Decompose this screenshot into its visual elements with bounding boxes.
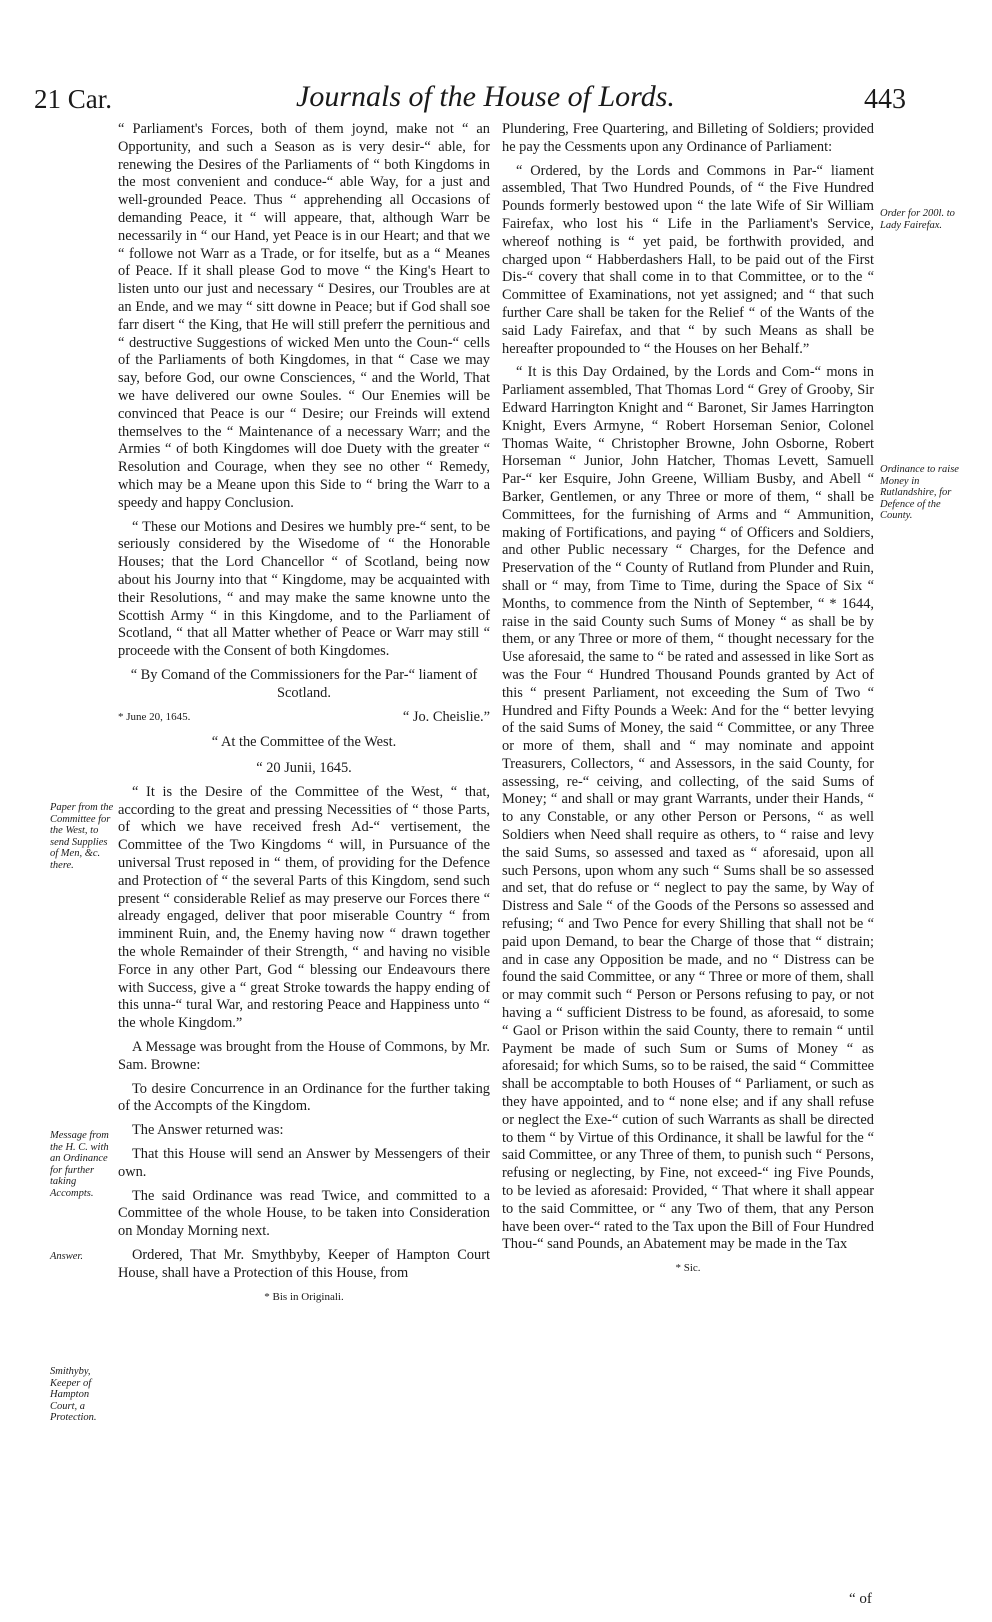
margin-note-message: Message from the H. C. with an Ordinance for further taking Accompts. — [50, 1130, 109, 1199]
scots-paper-text: “ Parliament's Forces, both of them joynd, make not “ an Opportunity, and such a Season as is very desir-“ able, for renewing the Desires of the Parliaments of “ both Kingdoms in the most convenient and conduce-“ able Way, for a just and well-grounded Peace. Thus “ apprehending all Occasions of demanding Peace, it “ will appeare, that, although Warr be necessarily in “ our Hand, yet Peace is in our Heart; and that we “ followe not Warr as a Trade, or for itselfe, but as a “ Meanes of Peace. If it shall please God to move “ the King's Heart to listen unto our just and necessary “ Desires, our Troubles are at an Ende, and we may “ sitt downe in Peace; but if God shall soe farr disert “ the King, that He will still preferr the pernitious and “ destructive Suggestions of wicked Men unto the Coun-“ cells of the Parliaments of both Kingdomes, in that “ Case we may say, before God, our owne Consciences, “ and the World, That we have delivered our owne Soules. “ Our Enemies will be convinced that Peace is our “ Desire; our Freinds will extend themselves to the “ Maintenance of a necessary Warr; and the Armies “ of both Kingdomes will doe Duety with the greater “ Resolution and Courage, when they see no other “ Remedy, which may be a Meane upon this Side to “ bring the Warr to a speedy and happy Conclusion. — [118, 121, 490, 511]
scots-paper-conclusion: “ These our Motions and Desires we humbly pre-“ sent, to be seriously considered by the Wisedome of “ the Honorable Houses; that the Lord Chancellor “ of Scotland, being now about his Journy into that “ Kingdome, may be acquainted with their Resolutions, “ and may make the same knowne unto the Scottish Army “ in this Kingdome, and to the Parliament of Scotland, “ that all Matter whether of Peace or Warr may still “ proceede with the Consent of both Kingdomes. — [118, 518, 490, 660]
answer-heading: The Answer returned was: — [132, 1122, 284, 1139]
margin-note-smythby: Smithyby, Keeper of Hampton Court, a Protection. — [50, 1366, 97, 1423]
message-from-commons: A Message was brought from the House of Commons, by Mr. Sam. Browne: — [118, 1039, 490, 1073]
margin-note-answer: Answer. — [50, 1251, 83, 1262]
protection-continuation: Plundering, Free Quartering, and Billeting of Soldiers; provided he pay the Cessments upon any Ordinance of Parliament: — [502, 121, 874, 155]
footnote-left: * Bis in Originali. — [264, 1290, 344, 1303]
ordinance-committed: The said Ordinance was read Twice, and committed to a Committee of the whole House, to be taken into Consideration on Monday Morning next. — [118, 1187, 490, 1240]
answer-text: That this House will send an Answer by Messengers of their own. — [118, 1146, 490, 1180]
margin-note-rutland: Ordinance to raise Money in Rutlandshire, for Defence of the County. — [880, 464, 959, 521]
fairefax-order: “ Ordered, by the Lords and Commons in Par-“ liament assembled, That Two Hundred Pounds, of “ the Five Hundred Pounds formerly bestowed upon “ the late Wife of Sir William Fairefax, who lost his “ Life in the Parliament's Service, whereof nothing is “ yet paid, be forthwith provided, and charged upon “ Habberdashers Hall, to be paid out of the First Dis-“ covery that shall come in to that Committee, or to the “ Committee of Examinations, not yet assigned; and “ that such further Care shall be taken for the Relief “ of the Wants of the said Lady Fairefax, and that “ by such Means as shall be hereafter propounded to “ the Houses on her Behalf.” — [502, 162, 874, 357]
signature-line — [118, 709, 490, 727]
catchword: “ of — [849, 1591, 872, 1607]
margin-note-committee-west: Paper from the Committee for the West, to send Supplies of Men, &c. there. — [50, 802, 114, 871]
committee-date: “ 20 Junii, 1645. — [256, 760, 352, 777]
signer-name: “ Jo. Cheislie.” — [402, 708, 490, 725]
footnote-right: * Sic. — [675, 1262, 701, 1275]
running-head-title: Journals of the House of Lords. — [296, 80, 675, 113]
committee-heading: “ At the Committee of the West. — [211, 734, 397, 751]
message-purpose: To desire Concurrence in an Ordinance for the further taking of the Accompts of the Kingdom. — [118, 1080, 490, 1115]
page-number: 443 — [864, 84, 906, 115]
left-column — [118, 121, 490, 1312]
rutland-ordinance: “ It is this Day Ordained, by the Lords and Com-“ mons in Parliament assembled, That Thomas Lord “ Grey of Grooby, Sir Edward Harrington Knight and “ Baronet, Sir James Harrington Knight, Evers Armyne, “ Robert Horseman Senior, Colonel Thomas Waite, “ Christopher Browne, John Osborne, Robert Horseman “ Junior, John Hatcher, Thomas Levett, Samuell Par-“ ker Esquire, John Greene, William Busby, and Abell “ Barker, Gentlemen, or any Three or more of them, “ shall be Committees, for the furnishing of Arms and “ Ammunition, making of Fortifications, and paying “ of Officers and Soldiers, and other Public necessary “ Charges, for the Defence and Preservation of the “ County of Rutland from Plunder and Ruin, shall or “ may, from Time to Time, during the Space of Six “ Months, to commence from the Ninth of September, “ * 1644, raise in the said County such Sums of Money “ as shall be by them, or any Three or more of them, “ thought necessary for the Use aforesaid, the same to “ be rated and assessed in like Sort as was the Four “ Hundred Thousand Pounds granted by Act of this “ present Parliament, not exceeding the Sum of Two “ Hundred and Fifty Pounds a Week: And for the “ better levying of the said Sums of Money, the said “ Committee, or any Three or more of them, shall and “ may nominate and appoint Treasurers, Collectors, “ and Assessors, in the said County, for assessing, re-“ ceiving, and collecting, of the said Sums of Money; “ and shall or may grant Warrants, under their Hands, “ to any Constable, or any other Person or Persons, “ as well Soldiers when Need shall require as others, to “ raise and levy the said Sums, so assessed and taxed as “ aforesaid, upon all such Persons, upon whom any such “ Sums shall be so assessed and set, that do refuse or “ neglect to pay the same, by Way of Distress and Sale “ of the Goods of the Persons so assessed and refusing; “ and Two Pence for every Shilling that shall not be “ paid upon Demand, to bear the Charge of those that “ distrain; and in case any Opposition be made, and no “ Distress can be found the said Committee, or any “ Three or more of them, shall or may commit such “ Person or Persons refusing to pay, or not having a “ sufficient Distress to be found, as aforesaid, to some “ Gaol or Prison within the said County, there to remain “ until Payment be made of such Sum or Sums of Money “ as aforesaid; for which Sums, so to be raised, the said “ Committee shall be accomptable to both Houses of “ Parliament, or such as they have appointed, and to “ none else; and if any shall refuse or neglect the Exe-“ cution of such Warrants as shall be directed to them “ by Virtue of this Ordinance, it shall be lawful for the “ said Committee, or any Three of them, to punish such “ Persons, refusing or neglecting, by Fine, not exceed-“ ing Five Pounds, to be levied as aforesaid: Provided, “ That where it shall appear to the said Committee, or “ any Two of them, that any Person have been over-“ rated to the Tax upon the Bill of Four Hundred Thou-“ sand Pounds, an Abatement may be made in the Tax — [502, 364, 874, 1253]
right-column — [502, 121, 874, 1284]
smythby-order: Ordered, That Mr. Smythbyby, Keeper of Hampton Court House, shall have a Protection of this House, from — [118, 1247, 490, 1281]
paper-date: * June 20, 1645. — [118, 710, 191, 723]
margin-note-fairefax: Order for 200l. to Lady Fairefax. — [880, 208, 955, 231]
running-head-regnal-year: 21 Car. — [34, 84, 112, 114]
scots-paper-command: “ By Comand of the Commissioners for the Par-“ liament of Scotland. — [130, 666, 478, 701]
committee-west-paper: “ It is the Desire of the Committee of the West, “ that, according to the great and pressing Necessities of “ those Parts, of which we have received fresh Ad-“ vertisement, the Committee of the Two Kingdoms “ will, in Pursuance of the universal Trust reposed in “ them, of providing for the Defence and Protection of “ the several Parts of this Kingdom, send such present “ considerable Relief as may preserve our Forces there “ already engaged, deliver that poor miserable Country “ from imminent Ruin, and, the Enemy having now “ drawn together the whole Remainder of their Strength, “ and having no visible Force in any other Part, God “ blessing our Endeavours there with Success, give a “ great Stroke towards the happy ending of this unna-“ tural War, and restoring Peace and Happiness unto “ the whole Kingdom.” — [118, 783, 490, 1032]
